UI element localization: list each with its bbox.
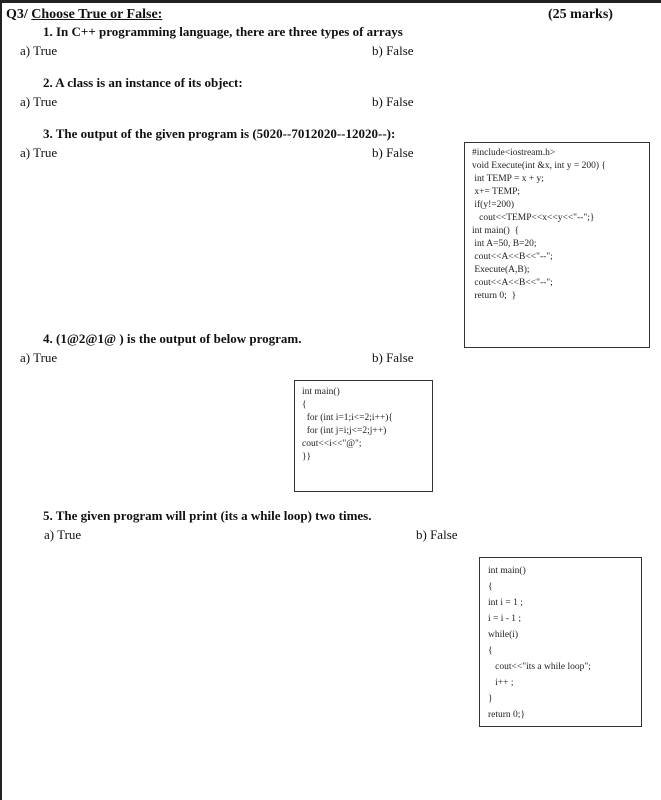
code-line: Execute(A,B); [472,265,530,275]
question-number: 1. [43,24,53,39]
question-2 [43,75,243,91]
question-text: (1@2@1@ ) is the output of below program. [56,331,302,346]
code-line: cout<<"its a while loop"; [488,662,591,672]
code-line: cout<<TEMP<<x<<y<<"--";} [472,213,595,223]
code-line: while(i) [488,630,519,640]
top-border [0,0,661,3]
q3-option-false[interactable]: b) False [372,145,414,160]
q5-code-box [479,557,642,727]
code-line: int TEMP = x + y; [472,174,544,184]
question-3 [43,126,395,142]
section-title: Choose True or False: [31,7,163,22]
question-text: A class is an instance of its object: [55,75,243,90]
q2-option-false[interactable]: b) False [372,94,414,109]
q3-code [472,147,606,303]
question-1 [43,24,403,40]
code-line: cout<<A<<B<<"--"; [472,252,553,262]
left-border [0,0,2,800]
code-line: return 0;} [488,710,526,720]
code-line: { [488,582,493,592]
q5-option-false[interactable]: b) False [416,527,458,542]
question-number: 4. [43,331,53,346]
question-number: 2. [43,75,53,90]
code-line: #include<iostream.h> [472,148,556,158]
q5-option-true[interactable]: a) True [44,527,82,542]
q3-option-true[interactable]: a) True [20,145,58,160]
code-line: for (int j=i;j<=2;j++) [302,426,387,436]
q4-option-false[interactable]: b) False [372,350,414,365]
q3-code-box [464,142,650,348]
code-line: int main() { [472,226,520,236]
code-line: if(y!=200) [472,200,515,210]
q4-code [302,386,393,464]
code-line: { [302,400,307,410]
question-text: The given program will print (its a while loop) two times. [55,508,372,523]
code-line: i = i - 1 ; [488,614,522,624]
code-line: return 0; } [472,291,517,301]
q1-option-true[interactable]: a) True [20,43,58,58]
q2-option-true[interactable]: a) True [20,94,58,109]
question-number: 3. [43,126,53,141]
section-label: Q3/ [6,7,28,22]
code-line: void Execute(int &x, int y = 200) { [472,161,606,171]
code-line: x+= TEMP; [472,187,521,197]
question-4 [43,331,301,347]
code-line: cout<<A<<B<<"--"; [472,278,553,288]
question-text: The output of the given program is (5020--7012020--12020--): [55,126,396,141]
code-line: cout<<i<<"@"; [302,439,362,449]
question-number: 5. [43,508,53,523]
question-text: In C++ programming language, there are three types of arrays [56,24,403,39]
section-header [6,7,162,23]
code-line: } [488,694,493,704]
code-line: int A=50, B=20; [472,239,537,249]
q5-code [488,563,591,723]
q1-option-false[interactable]: b) False [372,43,414,58]
code-line: int main() [488,566,526,576]
question-5 [43,508,372,524]
code-line: for (int i=1;i<=2;i++){ [302,413,393,423]
code-line: }} [302,452,312,462]
q4-code-box [294,380,433,492]
marks-label: (25 marks) [548,7,613,22]
q4-option-true[interactable]: a) True [20,350,58,365]
code-line: int i = 1 ; [488,598,523,608]
code-line: int main() [302,387,340,397]
code-line: { [488,646,493,656]
code-line: i++ ; [488,678,514,688]
